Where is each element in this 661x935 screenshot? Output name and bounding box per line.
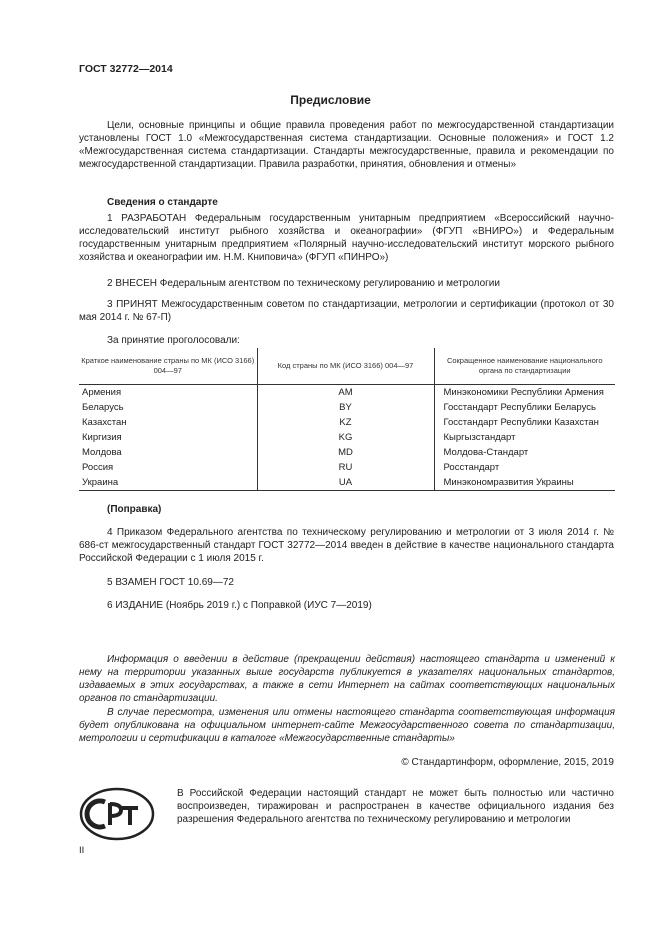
code-cell: BY <box>257 400 434 415</box>
body-cell: Молдова-Стандарт <box>434 445 615 460</box>
table-header-cell: Краткое наименование страны по МК (ИСО 3166) 004—97 <box>79 348 257 385</box>
country-cell: Армения <box>82 387 122 398</box>
body-cell: Минэкономики Республики Армения <box>434 385 615 401</box>
copyright: © Стандартинформ, оформление, 2015, 2019 <box>401 757 614 768</box>
amendment-label: (Поправка) <box>107 504 162 515</box>
body-cell: Кыргызстандарт <box>434 430 615 445</box>
table-row <box>79 400 615 415</box>
table-row <box>79 460 615 475</box>
document-code: ГОСТ 32772—2014 <box>79 63 173 75</box>
reproduction-notice: В Российской Федерации настоящий стандарт не может быть полностью или частично воспроизведен, тиражирован и распространен в качестве официального издания без разрешения Федерального агентства по техническому регулированию и метрологии <box>177 788 614 825</box>
country-cell: Беларусь <box>82 402 124 413</box>
item-6-edition: 6 ИЗДАНИЕ (Ноябрь 2019 г.) с Поправкой (ИУС 7—2019) <box>107 600 372 611</box>
country-cell: Казахстан <box>82 417 127 428</box>
body-cell: Минэкономразвития Украины <box>434 475 615 491</box>
table-row <box>79 415 615 430</box>
country-cell: Молдова <box>82 447 122 458</box>
code-cell: AM <box>257 385 434 401</box>
section-heading: Сведения о стандарте <box>107 197 218 208</box>
body-cell: Госстандарт Республики Беларусь <box>434 400 615 415</box>
code-cell: KG <box>257 430 434 445</box>
info-paragraph-1: Информация о введении в действие (прекращении действия) настоящего стандарта и изменений к нему на территории указанных выше государств публикуется в указателях национальных стандартов, издаваемых в этих государствах, а также в сети Интернет на сайтах соответствующих национальных органов по стандартизации. <box>79 654 615 704</box>
voting-table <box>79 348 615 491</box>
body-cell: Росстандарт <box>434 460 615 475</box>
table-row <box>79 445 615 460</box>
table-header-row <box>79 348 615 385</box>
table-header-cell: Сокращенное наименование национального органа по стандартизации <box>434 348 615 385</box>
table-row <box>79 385 615 401</box>
intro-paragraph: Цели, основные принципы и общие правила проведения работ по межгосударственной стандартизации установлены ГОСТ 1.0 «Межгосударственная система стандартизации. Основные положения» и ГОСТ 1.2 «Межгосударственная система стандартизации. Стандарты межгосударственные, правила и рекомендации по межгосударственной стандартизации. Правила разработки, принятия, обновления и отмены» <box>79 120 614 170</box>
body-cell: Госстандарт Республики Казахстан <box>434 415 615 430</box>
rst-logo <box>79 787 155 841</box>
country-cell: Россия <box>82 462 114 473</box>
page-number: II <box>79 845 85 856</box>
code-cell: RU <box>257 460 434 475</box>
code-cell: UA <box>257 475 434 491</box>
country-cell: Украина <box>79 475 257 491</box>
vote-label: За принятие проголосовали: <box>107 335 240 346</box>
code-cell: MD <box>257 445 434 460</box>
country-cell: Киргизия <box>82 432 122 443</box>
info-paragraph-2: В случае пересмотра, изменения или отмены настоящего стандарта соответствующая информация будет опубликована на официальном интернет-сайте Межгосударственного совета по стандартизации, метрологии и сертификации в каталоге «Межгосударственные стандарты» <box>79 707 615 744</box>
table-row <box>79 430 615 445</box>
item-5-replaces: 5 ВЗАМЕН ГОСТ 10.69—72 <box>107 577 234 588</box>
item-1-developed: 1 РАЗРАБОТАН Федеральным государственным унитарным предприятием «Всероссийский научно-исследовательский институт рыбного хозяйства и океанографии» (ФГУП «ВНИРО») и Федеральным государственным унитарным предприятием «Полярный научно-исследовательский институт морского рыбного хозяйства и океанографии им. Н.М. Книповича» (ФГУП «ПИНРО») <box>79 213 614 263</box>
item-2-introduced: 2 ВНЕСЕН Федеральным агентством по техническому регулированию и метрологии <box>107 278 500 289</box>
table-header-cell: Код страны по МК (ИСО 3166) 004—97 <box>257 348 434 385</box>
item-4-order: 4 Приказом Федерального агентства по техническому регулированию и метрологии от 3 июля 2014 г. № 686-ст межгосударственный стандарт ГОСТ 32772—2014 введен в действие в качестве национального стандарта Российской Федерации с 1 июля 2015 г. <box>79 527 614 564</box>
table-row <box>79 475 615 491</box>
item-3-adopted: 3 ПРИНЯТ Межгосударственным советом по стандартизации, метрологии и сертификации (протокол от 30 мая 2014 г. № 67-П) <box>79 299 614 323</box>
code-cell: KZ <box>257 415 434 430</box>
page-title: Предисловие <box>290 93 371 107</box>
